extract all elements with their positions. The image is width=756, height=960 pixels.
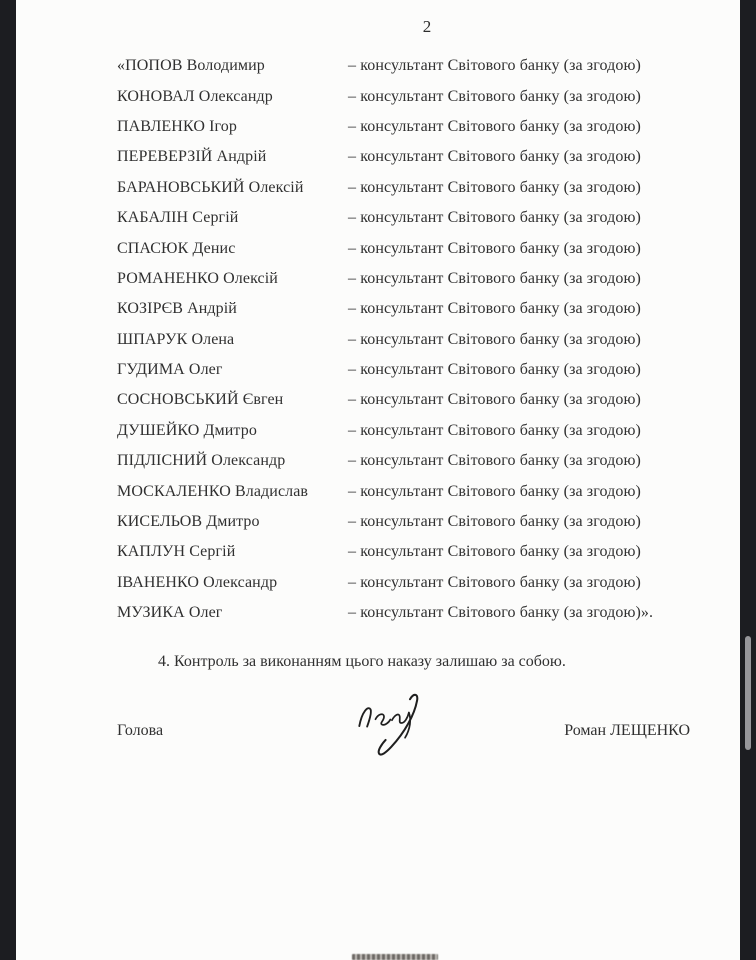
roster-name: СПАСЮК Денис [117,239,236,257]
roster-role: – консультант Світового банку (за згодою)». [348,604,654,622]
roster-role: – консультант Світового банку (за згодою) [348,209,641,227]
roster-name: БАРАНОВСЬКИЙ Олексій [117,178,304,196]
roster-name: ПАВЛЕНКО Ігор [117,117,237,135]
roster-role: – консультант Світового банку (за згодою) [348,57,641,75]
roster-row [117,416,720,446]
roster-row [117,81,720,111]
roster-row [117,325,720,355]
signer-name: Роман ЛЕЩЕНКО [564,722,690,739]
roster-row [117,537,720,567]
signer-title: Голова [117,722,164,739]
roster-row [117,264,720,294]
roster-role: – консультант Світового банку (за згодою) [348,482,641,500]
roster-row [117,355,720,385]
viewer-right-gutter [740,0,756,960]
roster-role: – консультант Світового банку (за згодою) [348,148,641,166]
roster-name: ШПАРУК Олена [117,330,235,348]
roster-role: – консультант Світового банку (за згодою) [348,87,641,105]
roster-row [117,112,720,142]
roster-role: – консультант Світового банку (за згодою) [348,269,641,287]
roster-name: ПЕРЕВЕРЗІЙ Андрій [117,148,267,166]
roster-row [117,598,720,628]
roster-role: – консультант Світового банку (за згодою) [348,421,641,439]
viewer-left-gutter [0,0,16,960]
roster-row [117,568,720,598]
roster-role: – консультант Світового банку (за згодою) [348,452,641,470]
roster-name: КАБАЛІН Сергій [117,209,239,227]
roster-role: – консультант Світового банку (за згодою) [348,573,641,591]
cut-off-watermark [352,954,438,960]
scrollbar-thumb[interactable] [745,636,751,750]
roster-row [117,142,720,172]
roster-name: КАПЛУН Сергій [117,543,236,561]
roster-row [117,294,720,324]
roster-name: ДУШЕЙКО Дмитро [117,421,257,439]
roster-role: – консультант Світового банку (за згодою) [348,513,641,531]
roster-name: ГУДИМА Олег [117,361,223,379]
roster-role: – консультант Світового банку (за згодою) [348,178,641,196]
roster-name: КИСЕЛЬОВ Дмитро [117,513,260,531]
roster-row [117,476,720,506]
roster-name: МУЗИКА Олег [117,604,223,622]
roster-role: – консультант Світового банку (за згодою) [348,300,641,318]
roster-name: ПІДЛІСНИЙ Олександр [117,452,286,470]
roster-row [117,173,720,203]
roster-role: – консультант Світового банку (за згодою) [348,330,641,348]
roster-role: – консультант Світового банку (за згодою) [348,543,641,561]
roster-role: – консультант Світового банку (за згодою) [348,361,641,379]
document-page [16,0,741,960]
roster-name: МОСКАЛЕНКО Владислав [117,482,309,500]
control-clause: 4. Контроль за виконанням цього наказу залишаю за собою. [158,653,566,670]
roster-name: РОМАНЕНКО Олексій [117,269,278,287]
roster-name: СОСНОВСЬКИЙ Євген [117,391,284,409]
roster-row [117,446,720,476]
roster-name: КОЗІРЄВ Андрій [117,300,237,318]
roster-name: КОНОВАЛ Олександр [117,87,273,105]
consultant-roster [117,51,720,628]
roster-row [117,385,720,415]
roster-row [117,203,720,233]
roster-row [117,507,720,537]
roster-row [117,233,720,263]
roster-name: ІВАНЕНКО Олександр [117,573,278,591]
roster-name: «ПОПОВ Володимир [117,57,265,75]
roster-role: – консультант Світового банку (за згодою) [348,391,641,409]
signature-block [117,716,690,746]
roster-row [117,51,720,81]
page-number: 2 [422,17,432,36]
roster-role: – консультант Світового банку (за згодою) [348,239,641,257]
roster-role: – консультант Світового банку (за згодою) [348,117,641,135]
